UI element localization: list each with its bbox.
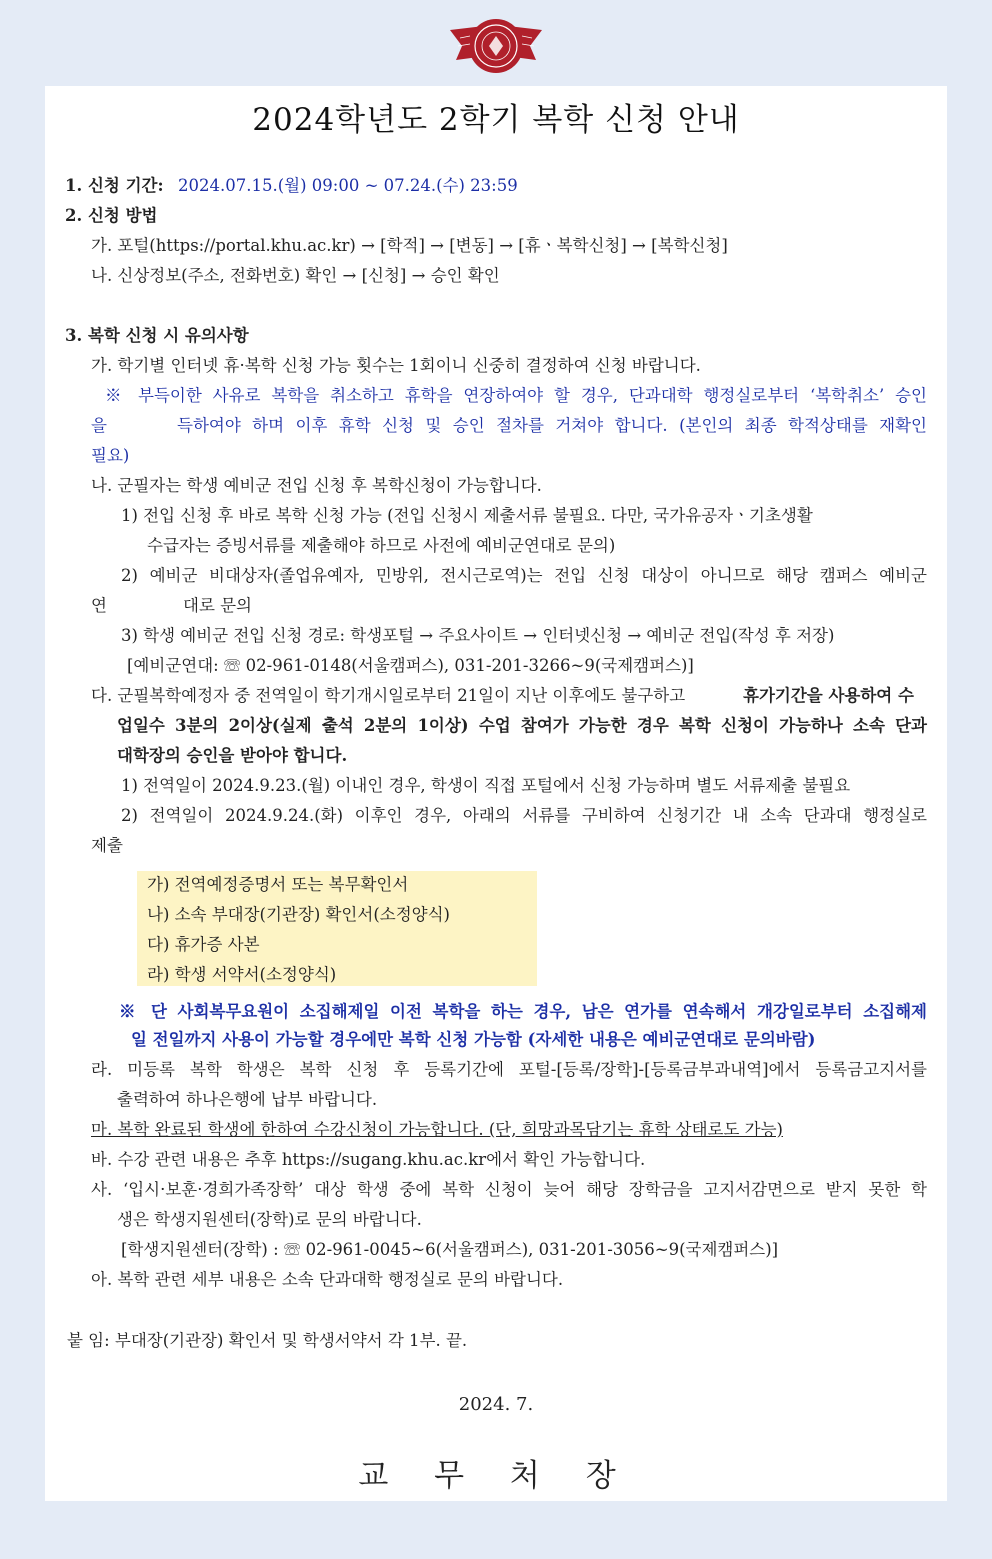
university-seal-icon bbox=[446, 16, 546, 78]
document-item: 가) 전역예정증명서 또는 복무확인서 bbox=[147, 875, 409, 894]
sa-line1: 사. ‘입시·보훈·경희가족장학’ 대상 학생 중에 복학 신청이 늦어 해당 장학금을 고지서감면으로 받지 못한 학 bbox=[91, 1180, 927, 1199]
method-item-na: 나. 신상정보(주소, 전화번호) 확인 → [신청] → 승인 확인 bbox=[91, 266, 500, 285]
na-sub2-line2: 대로 문의 bbox=[183, 596, 253, 615]
method-item-ga: 가. 포털(https://portal.khu.ac.kr) → [학적] → [변동] → [휴ㆍ복학신청] → [복학신청] bbox=[91, 236, 728, 255]
cancel-note-line2: 득하여야 하며 이후 휴학 신청 및 승인 절차를 거쳐야 합니다. (본인의 최종 학적상태를 재확인 bbox=[177, 416, 927, 435]
na-sub1-line1: 1) 전입 신청 후 바로 복학 신청 가능 (전입 신청시 제출서류 불필요. 다만, 국가유공자ㆍ기초생활 bbox=[121, 506, 813, 525]
ma-line: 마. 복학 완료된 학생에 한하여 수강신청이 가능합니다. (단, 희망과목담기는 휴학 상태로도 가능) bbox=[91, 1120, 783, 1139]
ra-line1: 라. 미등록 복학 학생은 복학 신청 후 등록기간에 포털-[등록/장학]-[등록금부과내역]에서 등록금고지서를 bbox=[91, 1060, 927, 1079]
da-sub1: 1) 전역일이 2024.9.23.(월) 이내인 경우, 학생이 직접 포털에서 신청 가능하며 별도 서류제출 불필요 bbox=[121, 776, 851, 795]
document-item: 라) 학생 서약서(소정양식) bbox=[147, 965, 337, 984]
scholarship-contact: [학생지원센터(장학) : ☏ 02-961-0045~6(서울캠퍼스), 031-201-3056~9(국제캠퍼스)] bbox=[121, 1240, 779, 1259]
issue-date: 2024. 7. bbox=[458, 1394, 534, 1415]
note-item-na: 나. 군필자는 학생 예비군 전입 신청 후 복학신청이 가능합니다. bbox=[91, 476, 542, 495]
period-label: 1. 신청 기간: bbox=[65, 176, 164, 195]
method-heading: 2. 신청 방법 bbox=[65, 206, 158, 225]
da-sub2-line2: 제출 bbox=[91, 836, 123, 855]
page-title: 2024학년도 2학기 복학 신청 안내 bbox=[252, 102, 740, 138]
cancel-note-line1: ※ 부득이한 사유로 복학을 취소하고 휴학을 연장하여야 할 경우, 단과대학 행정실로부터 ‘복학취소’ 승인 bbox=[105, 386, 927, 405]
na-sub2-line2-start: 연 bbox=[91, 596, 107, 615]
required-documents-box bbox=[137, 871, 537, 986]
na-sub1-line2: 수급자는 증빙서류를 제출해야 하므로 사전에 예비군연대로 문의) bbox=[147, 536, 616, 555]
period-value: 2024.07.15.(월) 09:00 ~ 07.24.(수) 23:59 bbox=[178, 176, 518, 195]
notes-heading: 3. 복학 신청 시 유의사항 bbox=[65, 326, 249, 345]
a-line: 아. 복학 관련 세부 내용은 소속 단과대학 행정실로 문의 바랍니다. bbox=[91, 1270, 564, 1289]
da-line3: 대학장의 승인을 받아야 합니다. bbox=[117, 746, 348, 765]
cancel-note-line2-start: 을 bbox=[91, 416, 107, 435]
na-sub2-line1: 2) 예비군 비대상자(졸업유예자, 민방위, 전시근로역)는 전입 신청 대상이 아니므로 해당 캠퍼스 예비군 bbox=[121, 566, 927, 585]
reserve-contact: [예비군연대: ☏ 02-961-0148(서울캠퍼스), 031-201-3266~9(국제캠퍼스)] bbox=[127, 656, 694, 675]
da-line1-b: 휴가기간을 사용하여 수 bbox=[743, 686, 914, 705]
attachment-line: 붙 임: 부대장(기관장) 확인서 및 학생서약서 각 1부. 끝. bbox=[67, 1331, 468, 1350]
da-sub2-line1: 2) 전역일이 2024.9.24.(화) 이후인 경우, 아래의 서류를 구비하여 신청기간 내 소속 단과대 행정실로 bbox=[121, 806, 927, 825]
ba-line: 바. 수강 관련 내용은 추후 https://sugang.khu.ac.kr에서 확인 가능합니다. bbox=[91, 1150, 646, 1169]
cancel-note-line3: 필요) bbox=[91, 446, 130, 465]
note-item-ga: 가. 학기별 인터넷 휴·복학 신청 가능 횟수는 1회이니 신중히 결정하여 신청 바랍니다. bbox=[91, 356, 701, 375]
sa-line2: 생은 학생지원센터(장학)로 문의 바랍니다. bbox=[117, 1210, 422, 1229]
da-line1-a: 다. 군필복학예정자 중 전역일이 학기개시일로부터 21일이 지난 이후에도 불구하고 bbox=[91, 686, 686, 705]
signature-office: 교 무 처 장 bbox=[358, 1458, 634, 1494]
document-item: 다) 휴가증 사본 bbox=[147, 935, 260, 954]
ra-line2: 출력하여 하나은행에 납부 바랍니다. bbox=[117, 1090, 378, 1109]
document-item: 나) 소속 부대장(기관장) 확인서(소정양식) bbox=[147, 905, 450, 924]
na-sub3-line1: 3) 학생 예비군 전입 신청 경로: 학생포털 → 주요사이트 → 인터넷신청 → 예비군 전입(작성 후 저장) bbox=[121, 626, 835, 645]
social-service-note-line2: 일 전일까지 사용이 가능할 경우에만 복학 신청 가능함 (자세한 내용은 예비군연대로 문의바람) bbox=[131, 1030, 816, 1049]
da-line2: 업일수 3분의 2이상(실제 출석 2분의 1이상) 수업 참여가 가능한 경우 복학 신청이 가능하나 소속 단과 bbox=[117, 716, 927, 735]
social-service-note-line1: ※ 단 사회복무요원이 소집해제일 이전 복학을 하는 경우, 남은 연가를 연속해서 개강일로부터 소집해제 bbox=[119, 1002, 927, 1021]
notice-document bbox=[45, 86, 947, 1501]
